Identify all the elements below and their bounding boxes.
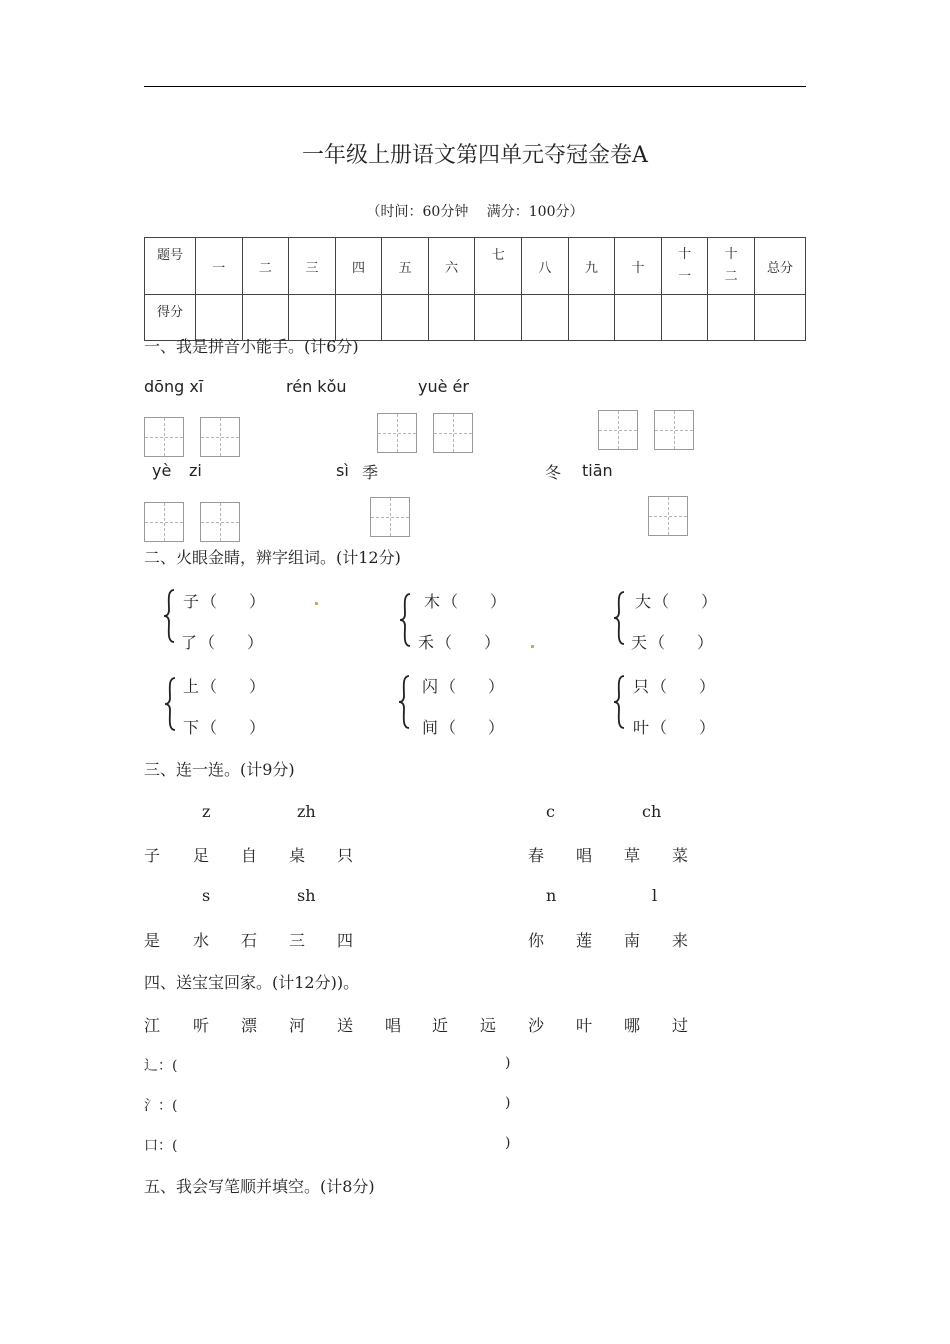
pinyin-dongxi: dōng xī: [144, 377, 204, 396]
sort-char: 过: [672, 1016, 689, 1035]
group-char: 禾: [418, 633, 435, 652]
radical-label-kou: 口：(: [144, 1138, 178, 1154]
writing-grid[interactable]: [598, 410, 638, 450]
pinyin-tian: tiān: [582, 461, 613, 480]
table-col-7: 七: [475, 238, 522, 295]
answer-blank-kou[interactable]: [190, 1132, 500, 1152]
answer-blank-shui[interactable]: [190, 1092, 500, 1112]
sort-char: 漂: [241, 1016, 258, 1035]
table-col-8: 八: [522, 238, 569, 295]
match-char[interactable]: 唱: [576, 846, 593, 865]
match-char[interactable]: 是: [144, 931, 161, 950]
group-char: 天: [631, 633, 648, 652]
pinyin-yueer: yuè ér: [418, 377, 469, 396]
section1-heading: 一、我是拼音小能手。(计6分): [144, 337, 359, 356]
sort-char: 江: [144, 1016, 161, 1035]
writing-grid[interactable]: [648, 496, 688, 536]
sort-char: 唱: [385, 1016, 402, 1035]
initial-letter: n: [546, 886, 557, 905]
match-char[interactable]: 菜: [672, 846, 689, 865]
pinyin-renkou: rén kǒu: [286, 377, 347, 396]
table-label-score: 得分: [145, 295, 196, 341]
writing-grid[interactable]: [200, 502, 240, 542]
match-char[interactable]: 水: [193, 931, 210, 950]
match-char[interactable]: 三: [289, 931, 306, 950]
initial-letter: c: [546, 802, 555, 821]
table-col-2: 二: [242, 238, 289, 295]
score-cell[interactable]: [382, 295, 429, 341]
group-char: 上: [183, 677, 200, 696]
answer-blank-chuo[interactable]: [190, 1052, 500, 1072]
score-cell[interactable]: [522, 295, 569, 341]
answer-blank[interactable]: （ ）: [440, 677, 505, 696]
answer-blank[interactable]: （ ）: [199, 633, 264, 652]
brace-icon: [163, 676, 177, 732]
section3-heading: 三、连一连。(计9分): [144, 760, 295, 779]
char-ji: 季: [362, 463, 379, 482]
table-col-4: 四: [335, 238, 382, 295]
radical-close-shui: ): [505, 1095, 511, 1111]
match-char[interactable]: 来: [672, 931, 689, 950]
answer-blank[interactable]: （ ）: [651, 677, 716, 696]
match-char[interactable]: 自: [241, 846, 258, 865]
answer-blank[interactable]: （ ）: [201, 677, 266, 696]
match-char[interactable]: 子: [144, 846, 161, 865]
pinyin-zi: zi: [189, 461, 202, 480]
group-char: 闪: [422, 677, 439, 696]
group-char: 大: [635, 592, 652, 611]
radical-close-chuo: ): [505, 1055, 511, 1071]
initial-letter: ch: [642, 802, 662, 821]
page-title: 一年级上册语文第四单元夺冠金卷A: [302, 143, 648, 168]
sort-char: 河: [289, 1016, 306, 1035]
answer-blank[interactable]: （ ）: [201, 592, 266, 611]
group-char: 只: [633, 677, 650, 696]
match-char[interactable]: 南: [624, 931, 641, 950]
col12-bottom: 二: [724, 269, 738, 284]
table-col-1: 一: [196, 238, 243, 295]
group-char: 下: [183, 718, 200, 737]
score-table: [144, 237, 806, 341]
sort-char: 听: [193, 1016, 210, 1035]
match-char[interactable]: 你: [528, 931, 545, 950]
group-char: 间: [422, 718, 439, 737]
radical-label-shui: 氵：(: [144, 1098, 178, 1114]
sort-char: 叶: [576, 1016, 593, 1035]
brace-icon: [398, 592, 412, 648]
table-col-3: 三: [289, 238, 336, 295]
score-cell[interactable]: [755, 295, 806, 341]
score-cell[interactable]: [475, 295, 522, 341]
writing-grid[interactable]: [377, 413, 417, 453]
sort-char: 送: [337, 1016, 354, 1035]
writing-grid[interactable]: [370, 497, 410, 537]
initial-letter: z: [202, 802, 211, 821]
answer-blank[interactable]: （ ）: [201, 718, 266, 737]
writing-grid[interactable]: [654, 410, 694, 450]
match-char[interactable]: 四: [337, 931, 354, 950]
score-table-header-row: [145, 238, 806, 295]
pinyin-ye: yè: [152, 461, 172, 480]
match-char[interactable]: 莲: [576, 931, 593, 950]
match-char[interactable]: 草: [624, 846, 641, 865]
score-cell[interactable]: [568, 295, 615, 341]
table-col-11: [661, 238, 708, 295]
answer-blank[interactable]: （ ）: [649, 633, 714, 652]
writing-grid[interactable]: [200, 417, 240, 457]
radical-label-chuo: 辶：(: [144, 1058, 178, 1074]
radical-close-kou: ): [505, 1135, 511, 1151]
writing-grid[interactable]: [144, 417, 184, 457]
table-col-6: 六: [428, 238, 475, 295]
answer-blank[interactable]: （ ）: [651, 718, 716, 737]
pinyin-si: sì: [336, 461, 349, 480]
answer-blank[interactable]: （ ）: [436, 633, 501, 652]
score-cell[interactable]: [428, 295, 475, 341]
group-char: 木: [424, 592, 441, 611]
group-char: 叶: [633, 718, 650, 737]
table-col-12: [708, 238, 755, 295]
initial-letter: sh: [297, 886, 316, 905]
brace-icon: [162, 588, 176, 644]
initial-letter: l: [652, 886, 658, 905]
brace-icon: [397, 674, 411, 730]
table-col-5: 五: [382, 238, 429, 295]
match-char[interactable]: 桌: [289, 846, 306, 865]
sort-char: 沙: [528, 1016, 545, 1035]
table-label-number: 题号: [145, 238, 196, 295]
answer-blank[interactable]: （ ）: [653, 592, 718, 611]
match-char[interactable]: 春: [528, 846, 545, 865]
initial-letter: s: [202, 886, 211, 905]
writing-grid[interactable]: [144, 502, 184, 542]
col12-top: 十: [724, 247, 738, 262]
dot-mark: [315, 602, 318, 605]
section5-heading: 五、我会写笔顺并填空。(计8分): [144, 1177, 375, 1196]
col11-top: 十: [678, 247, 692, 262]
score-cell[interactable]: [708, 295, 755, 341]
answer-blank[interactable]: （ ）: [440, 718, 505, 737]
brace-icon: [612, 590, 626, 646]
match-char[interactable]: 足: [193, 846, 210, 865]
score-cell[interactable]: [661, 295, 708, 341]
table-col-9: 九: [568, 238, 615, 295]
writing-grid[interactable]: [433, 413, 473, 453]
answer-blank[interactable]: （ ）: [442, 592, 507, 611]
section4-heading: 四、送宝宝回家。(计12分))。: [144, 973, 360, 992]
brace-icon: [612, 674, 626, 730]
header-rule: [144, 86, 806, 87]
section2-heading: 二、火眼金睛，辨字组词。(计12分): [144, 548, 401, 567]
sort-char: 近: [432, 1016, 449, 1035]
col11-bottom: 一: [678, 269, 692, 284]
group-char: 了: [181, 633, 198, 652]
initial-letter: zh: [297, 802, 316, 821]
sort-char: 哪: [624, 1016, 641, 1035]
table-col-total: 总分: [755, 238, 806, 295]
group-char: 子: [183, 592, 200, 611]
char-dong: 冬: [545, 463, 562, 482]
score-cell[interactable]: [615, 295, 662, 341]
dot-mark: [531, 645, 534, 648]
table-col-10: 十: [615, 238, 662, 295]
sort-char: 远: [480, 1016, 497, 1035]
match-char[interactable]: 石: [241, 931, 258, 950]
match-char[interactable]: 只: [337, 846, 354, 865]
page-subtitle: （时间：60分钟 满分：100分）: [366, 204, 584, 220]
